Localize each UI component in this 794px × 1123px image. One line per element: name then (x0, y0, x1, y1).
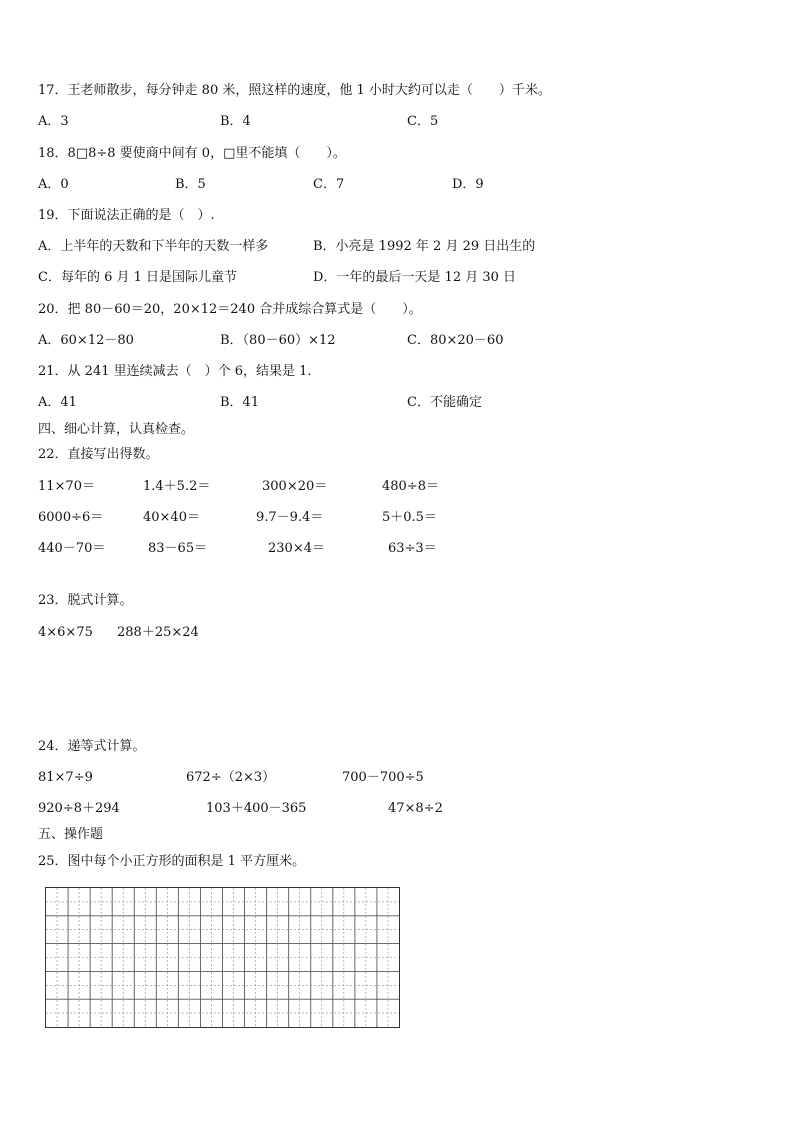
q18-option-a: A．0 (38, 177, 69, 192)
q17-option-b: B．4 (220, 114, 251, 129)
q17-option-c: C．5 (407, 114, 439, 129)
q22-item: 40×40＝ (143, 510, 200, 525)
q21-stem: 21．从 241 里连续减去（ ）个 6，结果是 1. (38, 364, 312, 379)
q20-option-a: A．60×12－80 (38, 333, 134, 348)
q18-option-c: C．7 (313, 177, 345, 192)
q24-stem: 24．递等式计算。 (38, 739, 146, 754)
q24-item: 103＋400－365 (206, 801, 307, 816)
q22-item: 6000÷6＝ (38, 510, 104, 525)
q22-item: 480÷8＝ (382, 479, 439, 494)
q21-option-b: B．41 (220, 395, 260, 410)
q24-item: 47×8÷2 (388, 801, 443, 816)
q24-item: 920÷8＋294 (38, 801, 120, 816)
q19-option-c: C．每年的 6 月 1 日是国际儿童节 (38, 270, 238, 285)
q19-option-a: A．上半年的天数和下半年的天数一样多 (38, 239, 269, 254)
q23-item: 288＋25×24 (117, 625, 199, 640)
q21-option-a: A．41 (38, 395, 77, 410)
q22-item: 440－70＝ (38, 541, 106, 556)
q19-option-d: D．一年的最后一天是 12 月 30 日 (313, 270, 517, 285)
q20-stem: 20．把 80－60＝20，20×12＝240 合并成综合算式是（ ）。 (38, 302, 422, 317)
q22-stem: 22．直接写出得数。 (38, 447, 159, 462)
q17-option-a: A．3 (38, 114, 69, 129)
q25-stem: 25．图中每个小正方形的面积是 1 平方厘米。 (38, 854, 306, 869)
q20-option-c: C．80×20－60 (407, 333, 504, 348)
q24-item: 700－700÷5 (342, 770, 424, 785)
q19-stem: 19．下面说法正确的是（ ）. (38, 208, 215, 223)
section-5-heading: 五、操作题 (38, 827, 104, 842)
q22-item: 300×20＝ (262, 479, 328, 494)
q17-stem: 17．王老师散步，每分钟走 80 米，照这样的速度，他 1 小时大约可以走（ ）千米。 (38, 83, 551, 98)
q23-stem: 23．脱式计算。 (38, 593, 133, 608)
q22-item: 5＋0.5＝ (382, 510, 437, 525)
q19-option-b: B．小亮是 1992 年 2 月 29 日出生的 (313, 239, 536, 254)
q18-option-b: B．5 (175, 177, 206, 192)
q23-item: 4×6×75 (38, 625, 93, 640)
q22-item: 63÷3＝ (388, 541, 437, 556)
q22-item: 1.4＋5.2＝ (143, 479, 211, 494)
q22-item: 83－65＝ (148, 541, 208, 556)
grid-lines (46, 888, 399, 1027)
q24-item: 81×7÷9 (38, 770, 93, 785)
q18-option-d: D．9 (452, 177, 484, 192)
q21-option-c: C．不能确定 (407, 395, 482, 410)
q24-item: 672÷（2×3） (186, 770, 276, 785)
q22-item: 11×70＝ (38, 479, 95, 494)
q22-item: 230×4＝ (268, 541, 325, 556)
q22-item: 9.7－9.4＝ (256, 510, 324, 525)
q18-stem: 18．8□8÷8 要使商中间有 0，□里不能填（ ）。 (38, 146, 346, 161)
q20-option-b: B．（80－60）×12 (220, 333, 336, 348)
square-grid (45, 887, 400, 1028)
section-4-heading: 四、细心计算，认真检查。 (38, 422, 195, 437)
